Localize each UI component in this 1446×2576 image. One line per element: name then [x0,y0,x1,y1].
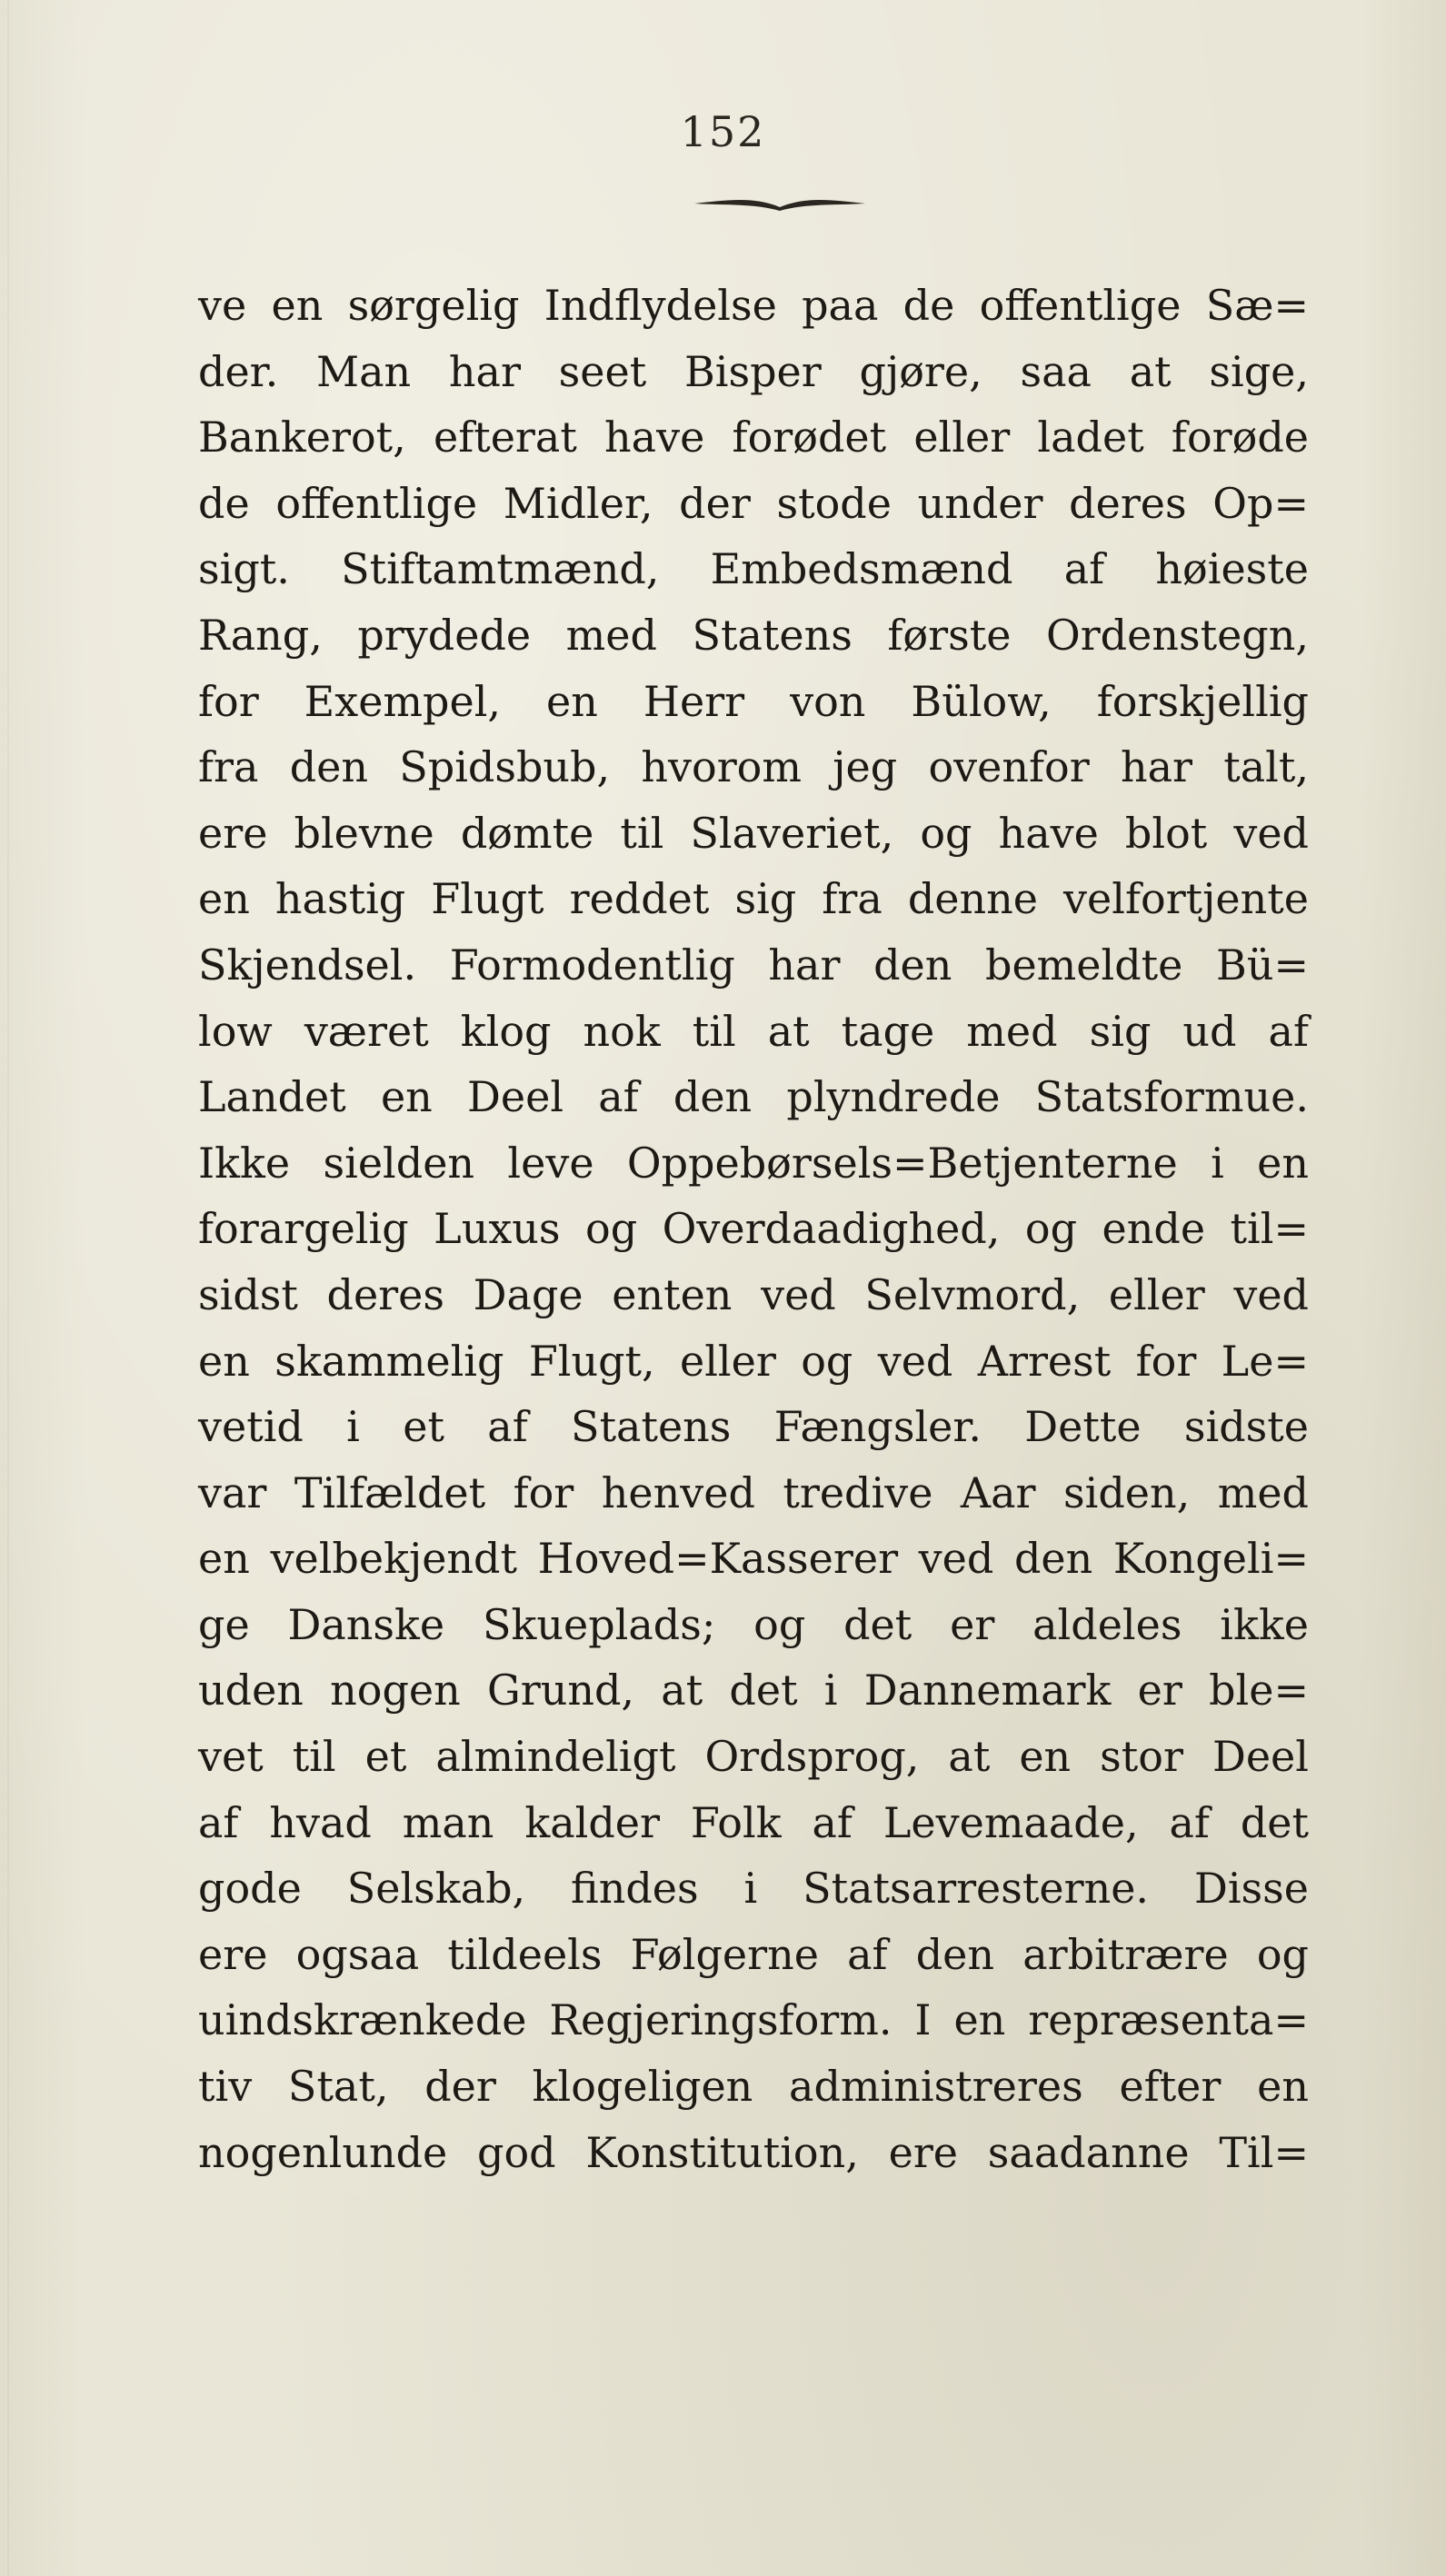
text-line: af hvad man kalder Folk af Levemaade, af det [198,1797,1309,1847]
text-line: forargelig Luxus og Overdaadighed, og ende til= [198,1204,1309,1254]
text-line: ere ogsaa tildeels Følgerne af den arbitrære og [198,1929,1309,1979]
text-line: Rang, prydede med Statens første Ordenstegn, [198,610,1309,660]
text-line: vetid i et af Statens Fængsler. Dette sidste [198,1402,1309,1452]
text-line: for Exempel, en Herr von Bülow, forskjellig [198,676,1309,726]
text-line: uden nogen Grund, at det i Dannemark er ble= [198,1666,1309,1716]
text-line: sigt. Stiftamtmænd, Embedsmænd af høieste [198,544,1309,594]
text-line: Ikke sielden leve Oppebørsels=Betjenterne i en [198,1138,1309,1188]
text-line: der. Man har seet Bisper gjøre, saa at sige, [198,346,1309,396]
text-line: fra den Spidsbub, hvorom jeg ovenfor har talt, [198,742,1309,792]
page-number: 152 [680,107,766,156]
text-line: sidst deres Dage enten ved Selvmord, eller ved [198,1269,1309,1319]
text-line: ge Danske Skueplads; og det er aldeles ikke [198,1599,1309,1649]
text-line: vet til et almindeligt Ordsprog, at en stor Deel [198,1732,1309,1782]
text-line: Skjendsel. Formodentlig har den bemeldte Bü= [198,940,1309,990]
text-line: ere blevne dømte til Slaveriet, og have blot ved [198,808,1309,858]
text-line: low været klog nok til at tage med sig ud af [198,1006,1309,1056]
body-text [198,273,1309,2185]
ornament-rule-icon [691,184,869,220]
text-line: tiv Stat, der klogeligen administreres efter en [198,2062,1309,2112]
text-line: en skammelig Flugt, eller og ved Arrest for Le= [198,1336,1309,1386]
text-line: uindskrænkede Regjeringsform. I en repræsenta= [198,1995,1309,2045]
text-line: nogenlunde god Konstitution, ere saadanne Til= [198,2127,1309,2177]
text-line: de offentlige Midler, der stode under deres Op= [198,478,1309,528]
text-line: Landet en Deel af den plyndrede Statsformue. [198,1072,1309,1122]
text-line: var Tilfældet for henved tredive Aar siden, med [198,1467,1309,1517]
text-line: ve en sørgelig Indflydelse paa de offentlige Sæ= [198,281,1309,330]
page-edge-shadow [7,0,9,2576]
text-line: gode Selskab, findes i Statsarresterne. Disse [198,1864,1309,1914]
text-line: Bankerot, efterat have forødet eller ladet forøde [198,413,1309,462]
text-line: en hastig Flugt reddet sig fra denne velfortjente [198,874,1309,924]
text-line: en velbekjendt Hoved=Kasserer ved den Kongeli= [198,1534,1309,1584]
